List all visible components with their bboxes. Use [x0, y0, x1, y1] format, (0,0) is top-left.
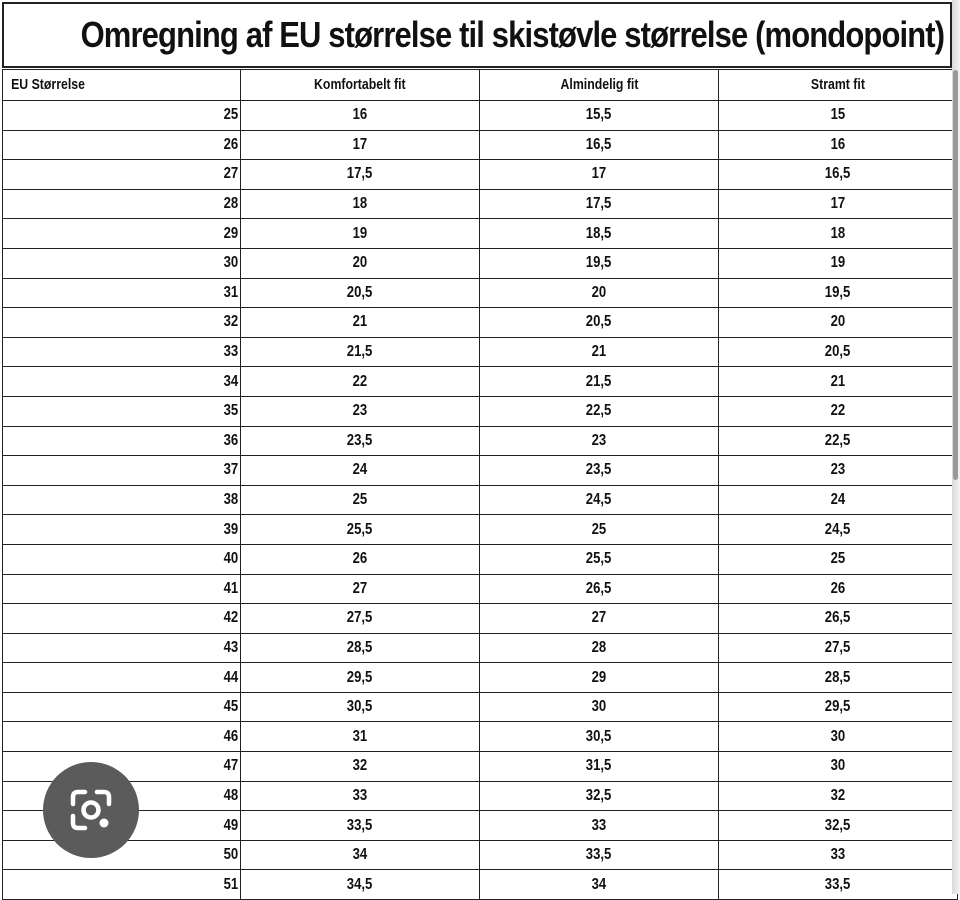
cell-regular-fit: 24,5 — [480, 485, 719, 515]
cell-regular-fit: 19,5 — [480, 248, 719, 278]
cell-comfortable-fit: 34,5 — [241, 870, 480, 900]
cell-tight-fit: 33,5 — [719, 870, 958, 900]
cell-regular-fit: 30 — [480, 692, 719, 722]
cell-eu-size: 42 — [3, 604, 241, 634]
header-row — [3, 70, 958, 101]
cell-comfortable-fit: 25,5 — [241, 515, 480, 545]
cell-tight-fit: 19 — [719, 248, 958, 278]
cell-eu-size: 34 — [3, 367, 241, 397]
cell-regular-fit: 26,5 — [480, 574, 719, 604]
table-row — [3, 278, 958, 308]
cell-comfortable-fit: 32 — [241, 752, 480, 782]
cell-eu-size: 44 — [3, 663, 241, 693]
cell-eu-size: 32 — [3, 308, 241, 338]
cell-tight-fit: 29,5 — [719, 692, 958, 722]
cell-regular-fit: 22,5 — [480, 396, 719, 426]
cell-eu-size: 36 — [3, 426, 241, 456]
cell-eu-size: 47 — [3, 752, 241, 782]
cell-comfortable-fit: 27 — [241, 574, 480, 604]
table-row — [3, 515, 958, 545]
table-row — [3, 604, 958, 634]
cell-tight-fit: 20,5 — [719, 337, 958, 367]
table-row — [3, 219, 958, 249]
cell-tight-fit: 28,5 — [719, 663, 958, 693]
table-row — [3, 248, 958, 278]
cell-comfortable-fit: 25 — [241, 485, 480, 515]
table-row — [3, 308, 958, 338]
cell-eu-size: 35 — [3, 396, 241, 426]
table-row — [3, 189, 958, 219]
table-row — [3, 840, 958, 870]
cell-comfortable-fit: 20 — [241, 248, 480, 278]
cell-tight-fit: 21 — [719, 367, 958, 397]
table-row — [3, 130, 958, 160]
cell-tight-fit: 15 — [719, 101, 958, 131]
cell-comfortable-fit: 30,5 — [241, 692, 480, 722]
scrollbar-thumb[interactable] — [953, 70, 958, 480]
cell-tight-fit: 18 — [719, 219, 958, 249]
cell-regular-fit: 29 — [480, 663, 719, 693]
cell-comfortable-fit: 33,5 — [241, 811, 480, 841]
cell-regular-fit: 25,5 — [480, 544, 719, 574]
cell-regular-fit: 27 — [480, 604, 719, 634]
cell-eu-size: 41 — [3, 574, 241, 604]
cell-comfortable-fit: 24 — [241, 456, 480, 486]
cell-tight-fit: 16,5 — [719, 160, 958, 190]
cell-comfortable-fit: 34 — [241, 840, 480, 870]
cell-comfortable-fit: 23 — [241, 396, 480, 426]
cell-eu-size: 51 — [3, 870, 241, 900]
cell-eu-size: 49 — [3, 811, 241, 841]
vertical-scrollbar[interactable] — [952, 0, 960, 894]
cell-regular-fit: 21 — [480, 337, 719, 367]
title-cell — [2, 2, 952, 68]
header-tight-fit: Stramt fit — [719, 70, 958, 101]
cell-comfortable-fit: 19 — [241, 219, 480, 249]
cell-eu-size: 45 — [3, 692, 241, 722]
cell-eu-size: 43 — [3, 633, 241, 663]
cell-tight-fit: 32,5 — [719, 811, 958, 841]
table-row — [3, 396, 958, 426]
cell-eu-size: 38 — [3, 485, 241, 515]
cell-eu-size: 37 — [3, 456, 241, 486]
cell-regular-fit: 34 — [480, 870, 719, 900]
cell-tight-fit: 26 — [719, 574, 958, 604]
cell-regular-fit: 17,5 — [480, 189, 719, 219]
cell-regular-fit: 20 — [480, 278, 719, 308]
cell-comfortable-fit: 18 — [241, 189, 480, 219]
cell-regular-fit: 21,5 — [480, 367, 719, 397]
cell-regular-fit: 28 — [480, 633, 719, 663]
cell-tight-fit: 16 — [719, 130, 958, 160]
table-row — [3, 633, 958, 663]
page-title: Omregning af EU størrelse til skistøvle størrelse (mondopoint) — [80, 14, 944, 55]
cell-regular-fit: 23 — [480, 426, 719, 456]
cell-eu-size: 27 — [3, 160, 241, 190]
cell-tight-fit: 30 — [719, 722, 958, 752]
cell-tight-fit: 24,5 — [719, 515, 958, 545]
table-row — [3, 663, 958, 693]
cell-comfortable-fit: 20,5 — [241, 278, 480, 308]
cell-regular-fit: 23,5 — [480, 456, 719, 486]
cell-eu-size: 25 — [3, 101, 241, 131]
cell-tight-fit: 22 — [719, 396, 958, 426]
table-row — [3, 574, 958, 604]
table-row — [3, 337, 958, 367]
cell-regular-fit: 20,5 — [480, 308, 719, 338]
cell-tight-fit: 22,5 — [719, 426, 958, 456]
cell-tight-fit: 26,5 — [719, 604, 958, 634]
table-row — [3, 781, 958, 811]
table-row — [3, 870, 958, 900]
cell-comfortable-fit: 31 — [241, 722, 480, 752]
cell-comfortable-fit: 27,5 — [241, 604, 480, 634]
size-conversion-table — [2, 69, 958, 900]
cell-regular-fit: 25 — [480, 515, 719, 545]
table-row — [3, 722, 958, 752]
cell-regular-fit: 33 — [480, 811, 719, 841]
cell-regular-fit: 18,5 — [480, 219, 719, 249]
header-eu-size: EU Størrelse — [3, 70, 241, 101]
cell-eu-size: 30 — [3, 248, 241, 278]
cell-regular-fit: 32,5 — [480, 781, 719, 811]
cell-comfortable-fit: 26 — [241, 544, 480, 574]
cell-eu-size: 29 — [3, 219, 241, 249]
cell-tight-fit: 20 — [719, 308, 958, 338]
cell-eu-size: 28 — [3, 189, 241, 219]
cell-tight-fit: 33 — [719, 840, 958, 870]
cell-eu-size: 46 — [3, 722, 241, 752]
table-row — [3, 426, 958, 456]
cell-comfortable-fit: 28,5 — [241, 633, 480, 663]
cell-eu-size: 33 — [3, 337, 241, 367]
cell-eu-size: 39 — [3, 515, 241, 545]
table-row — [3, 456, 958, 486]
table-body — [3, 101, 958, 900]
cell-comfortable-fit: 17 — [241, 130, 480, 160]
cell-eu-size: 31 — [3, 278, 241, 308]
cell-regular-fit: 17 — [480, 160, 719, 190]
cell-comfortable-fit: 16 — [241, 101, 480, 131]
cell-eu-size: 48 — [3, 781, 241, 811]
table-row — [3, 811, 958, 841]
cell-comfortable-fit: 22 — [241, 367, 480, 397]
cell-comfortable-fit: 29,5 — [241, 663, 480, 693]
table-row — [3, 544, 958, 574]
cell-tight-fit: 23 — [719, 456, 958, 486]
cell-tight-fit: 32 — [719, 781, 958, 811]
table-row — [3, 367, 958, 397]
table-row — [3, 101, 958, 131]
cell-comfortable-fit: 21,5 — [241, 337, 480, 367]
cell-tight-fit: 30 — [719, 752, 958, 782]
header-comfortable-fit: Komfortabelt fit — [241, 70, 480, 101]
cell-comfortable-fit: 21 — [241, 308, 480, 338]
table-row — [3, 160, 958, 190]
cell-regular-fit: 31,5 — [480, 752, 719, 782]
cell-comfortable-fit: 33 — [241, 781, 480, 811]
table-row — [3, 752, 958, 782]
cell-tight-fit: 27,5 — [719, 633, 958, 663]
cell-tight-fit: 17 — [719, 189, 958, 219]
cell-eu-size: 50 — [3, 840, 241, 870]
table-row — [3, 692, 958, 722]
cell-comfortable-fit: 17,5 — [241, 160, 480, 190]
table-row — [3, 485, 958, 515]
cell-eu-size: 26 — [3, 130, 241, 160]
cell-regular-fit: 30,5 — [480, 722, 719, 752]
header-regular-fit: Almindelig fit — [480, 70, 719, 101]
cell-tight-fit: 24 — [719, 485, 958, 515]
cell-regular-fit: 16,5 — [480, 130, 719, 160]
lens-search-button[interactable] — [43, 762, 139, 858]
cell-regular-fit: 33,5 — [480, 840, 719, 870]
cell-tight-fit: 19,5 — [719, 278, 958, 308]
cell-regular-fit: 15,5 — [480, 101, 719, 131]
camera-lens-icon — [65, 784, 117, 836]
cell-tight-fit: 25 — [719, 544, 958, 574]
cell-eu-size: 40 — [3, 544, 241, 574]
cell-comfortable-fit: 23,5 — [241, 426, 480, 456]
